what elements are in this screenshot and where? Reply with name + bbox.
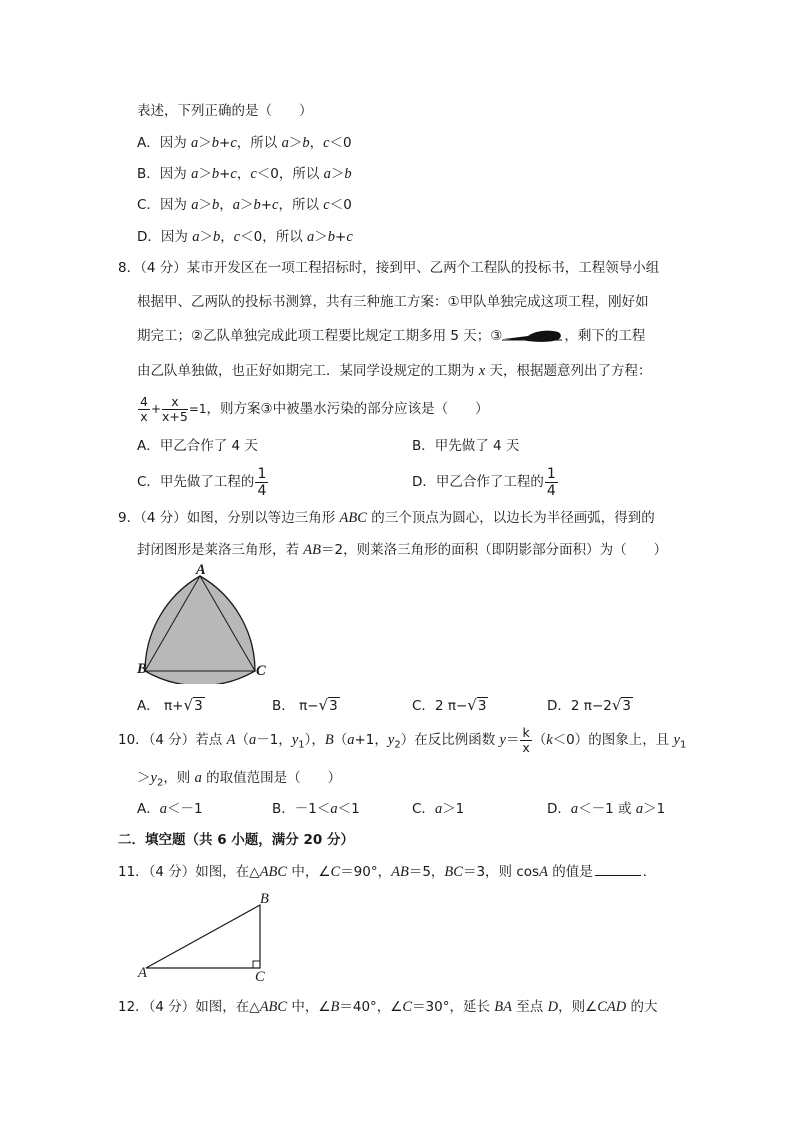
q11-line-1: 11．（4 分）如图，在△ABC 中，∠C＝90°，AB＝5，BC＝3，则 cosA 的值是 ． <box>118 861 656 882</box>
right-angle-marker <box>253 961 260 968</box>
q7-option-b: B．因为 a＞b+c，c＜0，所以 a＞b <box>137 166 352 182</box>
q8-option-c: C．甲先做了工程的 $\frac{1}{4}$ <box>137 465 267 499</box>
q8-line-4: 由乙队单独做，也正好如期完工．某同学设规定的工期为 x 天，根据题意列出了方程： <box>137 363 652 379</box>
ink-blot-shape <box>502 328 564 344</box>
q9-line-1: 9．（4 分）如图，分别以等边三角形 ABC 的三个顶点为圆心，以边长为半径画弧，得到的 <box>118 510 655 526</box>
ink-blot <box>502 328 564 344</box>
q7-option-a: A．因为 a＞b+c，所以 a＞b，c＜0 <box>137 135 352 151</box>
figure-label-a: A <box>196 562 206 578</box>
q8-line-3: 期完工；②乙队单独完成此项工程要比规定工期多用 5 天；③ ，剩下的工程 <box>137 328 646 344</box>
q8-equation-line: $\frac{4}{x}$ + $\frac{x}{x+5}$ =1，则方案③中被墨水污染的部分应该是（ ） <box>140 393 489 424</box>
fraction-one-quarter: $\frac{1}{4}$ <box>546 465 556 499</box>
q10-option-d: D．a＜－1 或 a＞1 <box>547 801 666 817</box>
q8-line-1: 8．（4 分）某市开发区在一项工程招标时，接到甲、乙两个工程队的投标书，工程领导小组 <box>118 260 660 276</box>
fraction-k-over-x: $\frac{k}{x}$ <box>522 724 530 755</box>
fraction-one-quarter: $\frac{1}{4}$ <box>257 465 267 499</box>
q7-option-d: D．因为 a＞b，c＜0，所以 a＞b+c <box>137 229 353 245</box>
figure-label-c: C <box>255 969 265 985</box>
q12-line-1: 12．（4 分）如图，在△ABC 中，∠B＝40°，∠C＝30°，延长 BA 至点 D，则∠CAD 的大 <box>118 999 658 1015</box>
q10-option-b: B．－1＜a＜1 <box>272 801 360 817</box>
figure-label-b: B <box>137 661 147 677</box>
q8-option-d: D．甲乙合作了工程的 $\frac{1}{4}$ <box>412 465 556 499</box>
q10-line-1: 10．（4 分）若点 A（a－1，$y_1$），B（a+1，$y_2$）在反比例函数 y＝ $\frac{k}{x}$ （k＜0）的图象上，且 $y_1$ <box>118 724 687 755</box>
q8-line-2: 根据甲、乙两队的投标书测算，共有三种施工方案：①甲队单独完成这项工程，刚好如 <box>137 294 649 310</box>
q8-option-b: B．甲先做了 4 天 <box>412 438 520 454</box>
q8-option-a: A．甲乙合作了 4 天 <box>137 438 258 454</box>
equation-fraction-1: $\frac{4}{x}$ <box>140 393 148 424</box>
reuleaux-shaded-region <box>145 576 255 684</box>
q9-option-b: B． π−√3 <box>272 696 338 714</box>
figure-label-c: C <box>256 663 266 679</box>
q9-option-d: D．2 π−2√3 <box>547 696 631 714</box>
q7-stem-tail: 表述，下列正确的是（ ） <box>137 103 313 119</box>
figure-label-b: B <box>260 891 269 907</box>
q7-option-c: C．因为 a＞b，a＞b+c，所以 c＜0 <box>137 197 352 213</box>
triangle-abc <box>146 905 260 968</box>
equation-fraction-2: $\frac{x}{x+5}$ <box>162 393 188 424</box>
answer-blank[interactable] <box>595 861 641 876</box>
figure-label-a: A <box>138 965 147 981</box>
section-2-title: 二．填空题（共 6 小题，满分 20 分） <box>118 832 354 848</box>
q9-line-2: 封闭图形是莱洛三角形，若 AB＝2，则莱洛三角形的面积（即阴影部分面积）为（ ） <box>137 542 668 558</box>
q10-line-2: $>y_2$，则 a 的取值范围是（ ） <box>137 770 342 789</box>
q10-option-a: A．a＜－1 <box>137 801 203 817</box>
q9-option-c: C．2 π−√3 <box>412 696 487 714</box>
q10-option-c: C．a＞1 <box>412 801 465 817</box>
q9-option-a: A． π+√3 <box>137 696 203 714</box>
